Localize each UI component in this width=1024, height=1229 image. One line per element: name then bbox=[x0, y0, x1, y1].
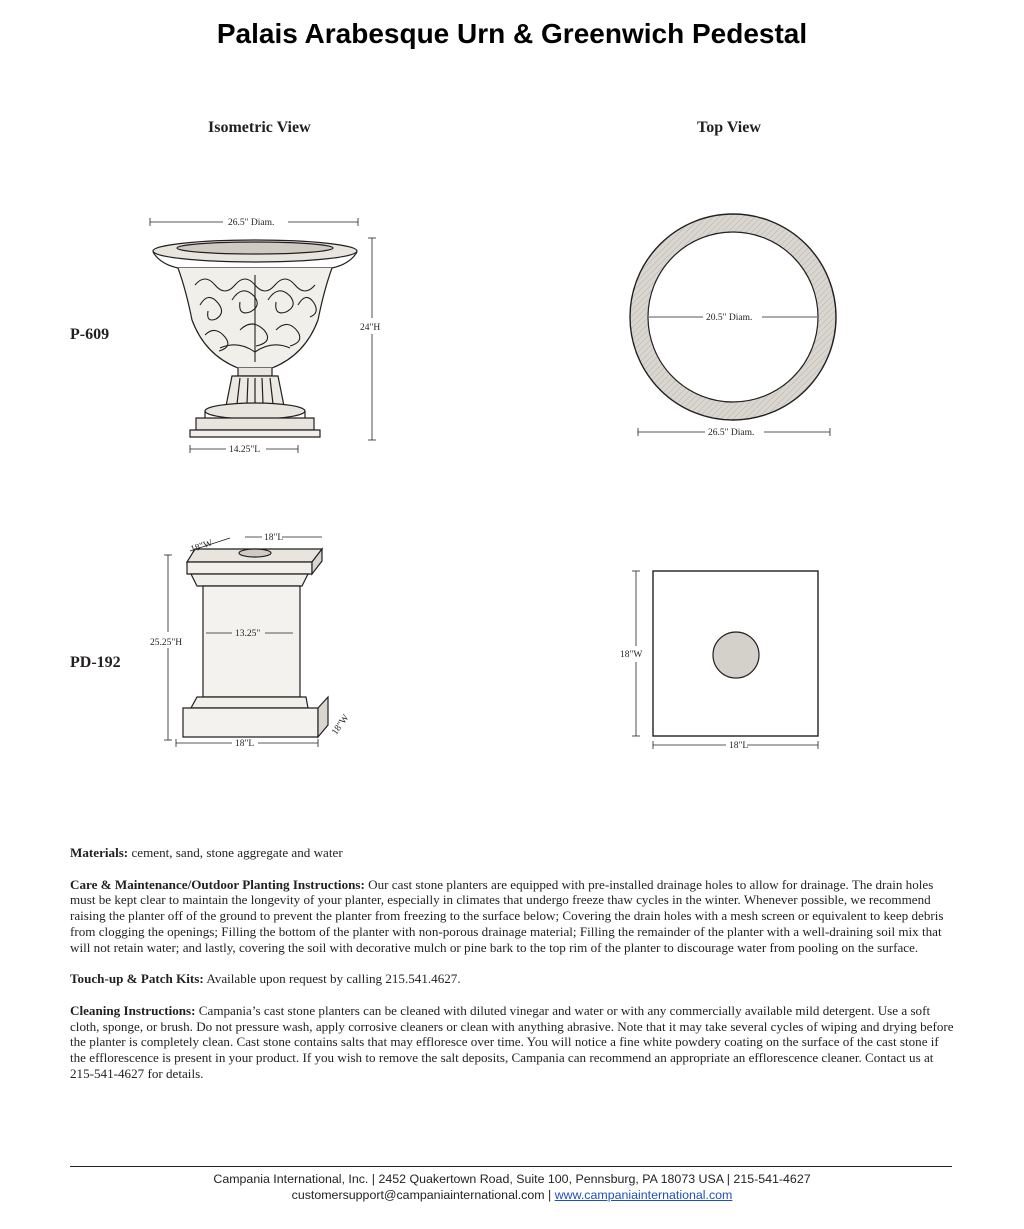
pedestal-top-width-label: 18"W bbox=[189, 538, 214, 556]
urn-top-inner-diameter-label: 20.5" Diam. bbox=[706, 313, 753, 323]
pedestal-top-length-label: 18"L bbox=[264, 533, 284, 543]
care-paragraph bbox=[70, 877, 954, 956]
pedestal-product-code: PD-192 bbox=[70, 654, 121, 671]
urn-base-length-label: 14.25"L bbox=[229, 445, 261, 455]
cleaning-label: Cleaning Instructions: bbox=[70, 1002, 196, 1018]
urn-product-code: P-609 bbox=[70, 326, 110, 343]
footer-contact-line bbox=[0, 1187, 1024, 1203]
pedestal-height-label: 25.25"H bbox=[150, 638, 183, 648]
care-label: Care & Maintenance/Outdoor Planting Instructions: bbox=[70, 876, 365, 892]
materials-label: Materials: bbox=[70, 845, 129, 860]
pedestal-top-view-drawing bbox=[653, 571, 818, 736]
touchup-label: Touch-up & Patch Kits: bbox=[70, 971, 204, 987]
urn-top-outer-diameter-label: 26.5" Diam. bbox=[708, 428, 755, 438]
urn-iso-diameter-label: 26.5" Diam. bbox=[228, 218, 275, 228]
urn-height-label: 24"H bbox=[360, 323, 381, 333]
footer-email: customersupport@campaniainternational.com bbox=[291, 1188, 545, 1202]
footer-separator: | bbox=[544, 1188, 555, 1202]
top-view-heading: Top View bbox=[697, 119, 761, 136]
footer-address-line: Campania International, Inc. | 2452 Quakertown Road, Suite 100, Pennsburg, PA 18073 USA | 215-541-4627 bbox=[213, 1172, 811, 1186]
isometric-view-heading: Isometric View bbox=[208, 119, 311, 136]
pedestal-bottom-length-label: 18"L bbox=[235, 739, 255, 749]
cleaning-value: Campania’s cast stone planters can be cleaned with diluted vinegar and water or with any commercially available mild detergent. Use a soft cloth, sponge, or brush. Do not pressure wash, apply corrosive cleaners or clean with anything abrasive. Note that it may take several cycles of wiping and drying before the planter is completely clean. Cast stone contains salts that may effloresce over time. You will notice a fine white powdery coating on the surface of the cast stone if the efflorescence is present in your product. If you wish to remove the salt deposits, Campania can recommend an appropriate an efflorescence cleaner. Contact us at 215-541-4627 for details. bbox=[70, 1002, 954, 1081]
touchup-value: Available upon request by calling 215.541.4627. bbox=[206, 971, 461, 987]
urn-isometric-drawing bbox=[153, 240, 357, 437]
pedestal-top-view-length-label: 18"L bbox=[729, 741, 749, 751]
page-title: Palais Arabesque Urn & Greenwich Pedestal bbox=[216, 18, 808, 49]
care-value: Our cast stone planters are equipped with pre-installed drainage holes to allow for drainage. The drain holes must be kept clear to maintain the longevity of your planter, especially in climates that undergo freeze thaw cycles in the winter. Whenever possible, we recommend raising the planter off of the ground to prevent the planter from freezing to the surface below; Covering the drain holes with a mesh screen or equivalent to keep debris from clogging the openings; Filling the bottom of the planter with non-porous drainage material; Filling the remainder of the planter with a well-draining soil mix that will not retain water; and lastly, covering the soil with decorative mulch or pine bark to the top rim of the planter to discourage water from pooling on the surface. bbox=[70, 876, 944, 955]
materials-paragraph bbox=[70, 845, 954, 861]
footer-website-link[interactable]: www.campaniainternational.com bbox=[554, 1188, 733, 1202]
pedestal-body-width-label: 13.25" bbox=[235, 629, 261, 639]
pedestal-bottom-width-label: 18"W bbox=[330, 713, 352, 738]
footer-divider bbox=[70, 1166, 952, 1167]
footer bbox=[0, 1171, 1024, 1203]
product-information bbox=[70, 845, 954, 1097]
materials-value: cement, sand, stone aggregate and water bbox=[131, 845, 343, 860]
cleaning-paragraph bbox=[70, 1003, 954, 1082]
pedestal-top-view-width-label: 18"W bbox=[620, 650, 643, 660]
pedestal-isometric-drawing bbox=[183, 549, 328, 737]
touchup-paragraph bbox=[70, 971, 954, 987]
